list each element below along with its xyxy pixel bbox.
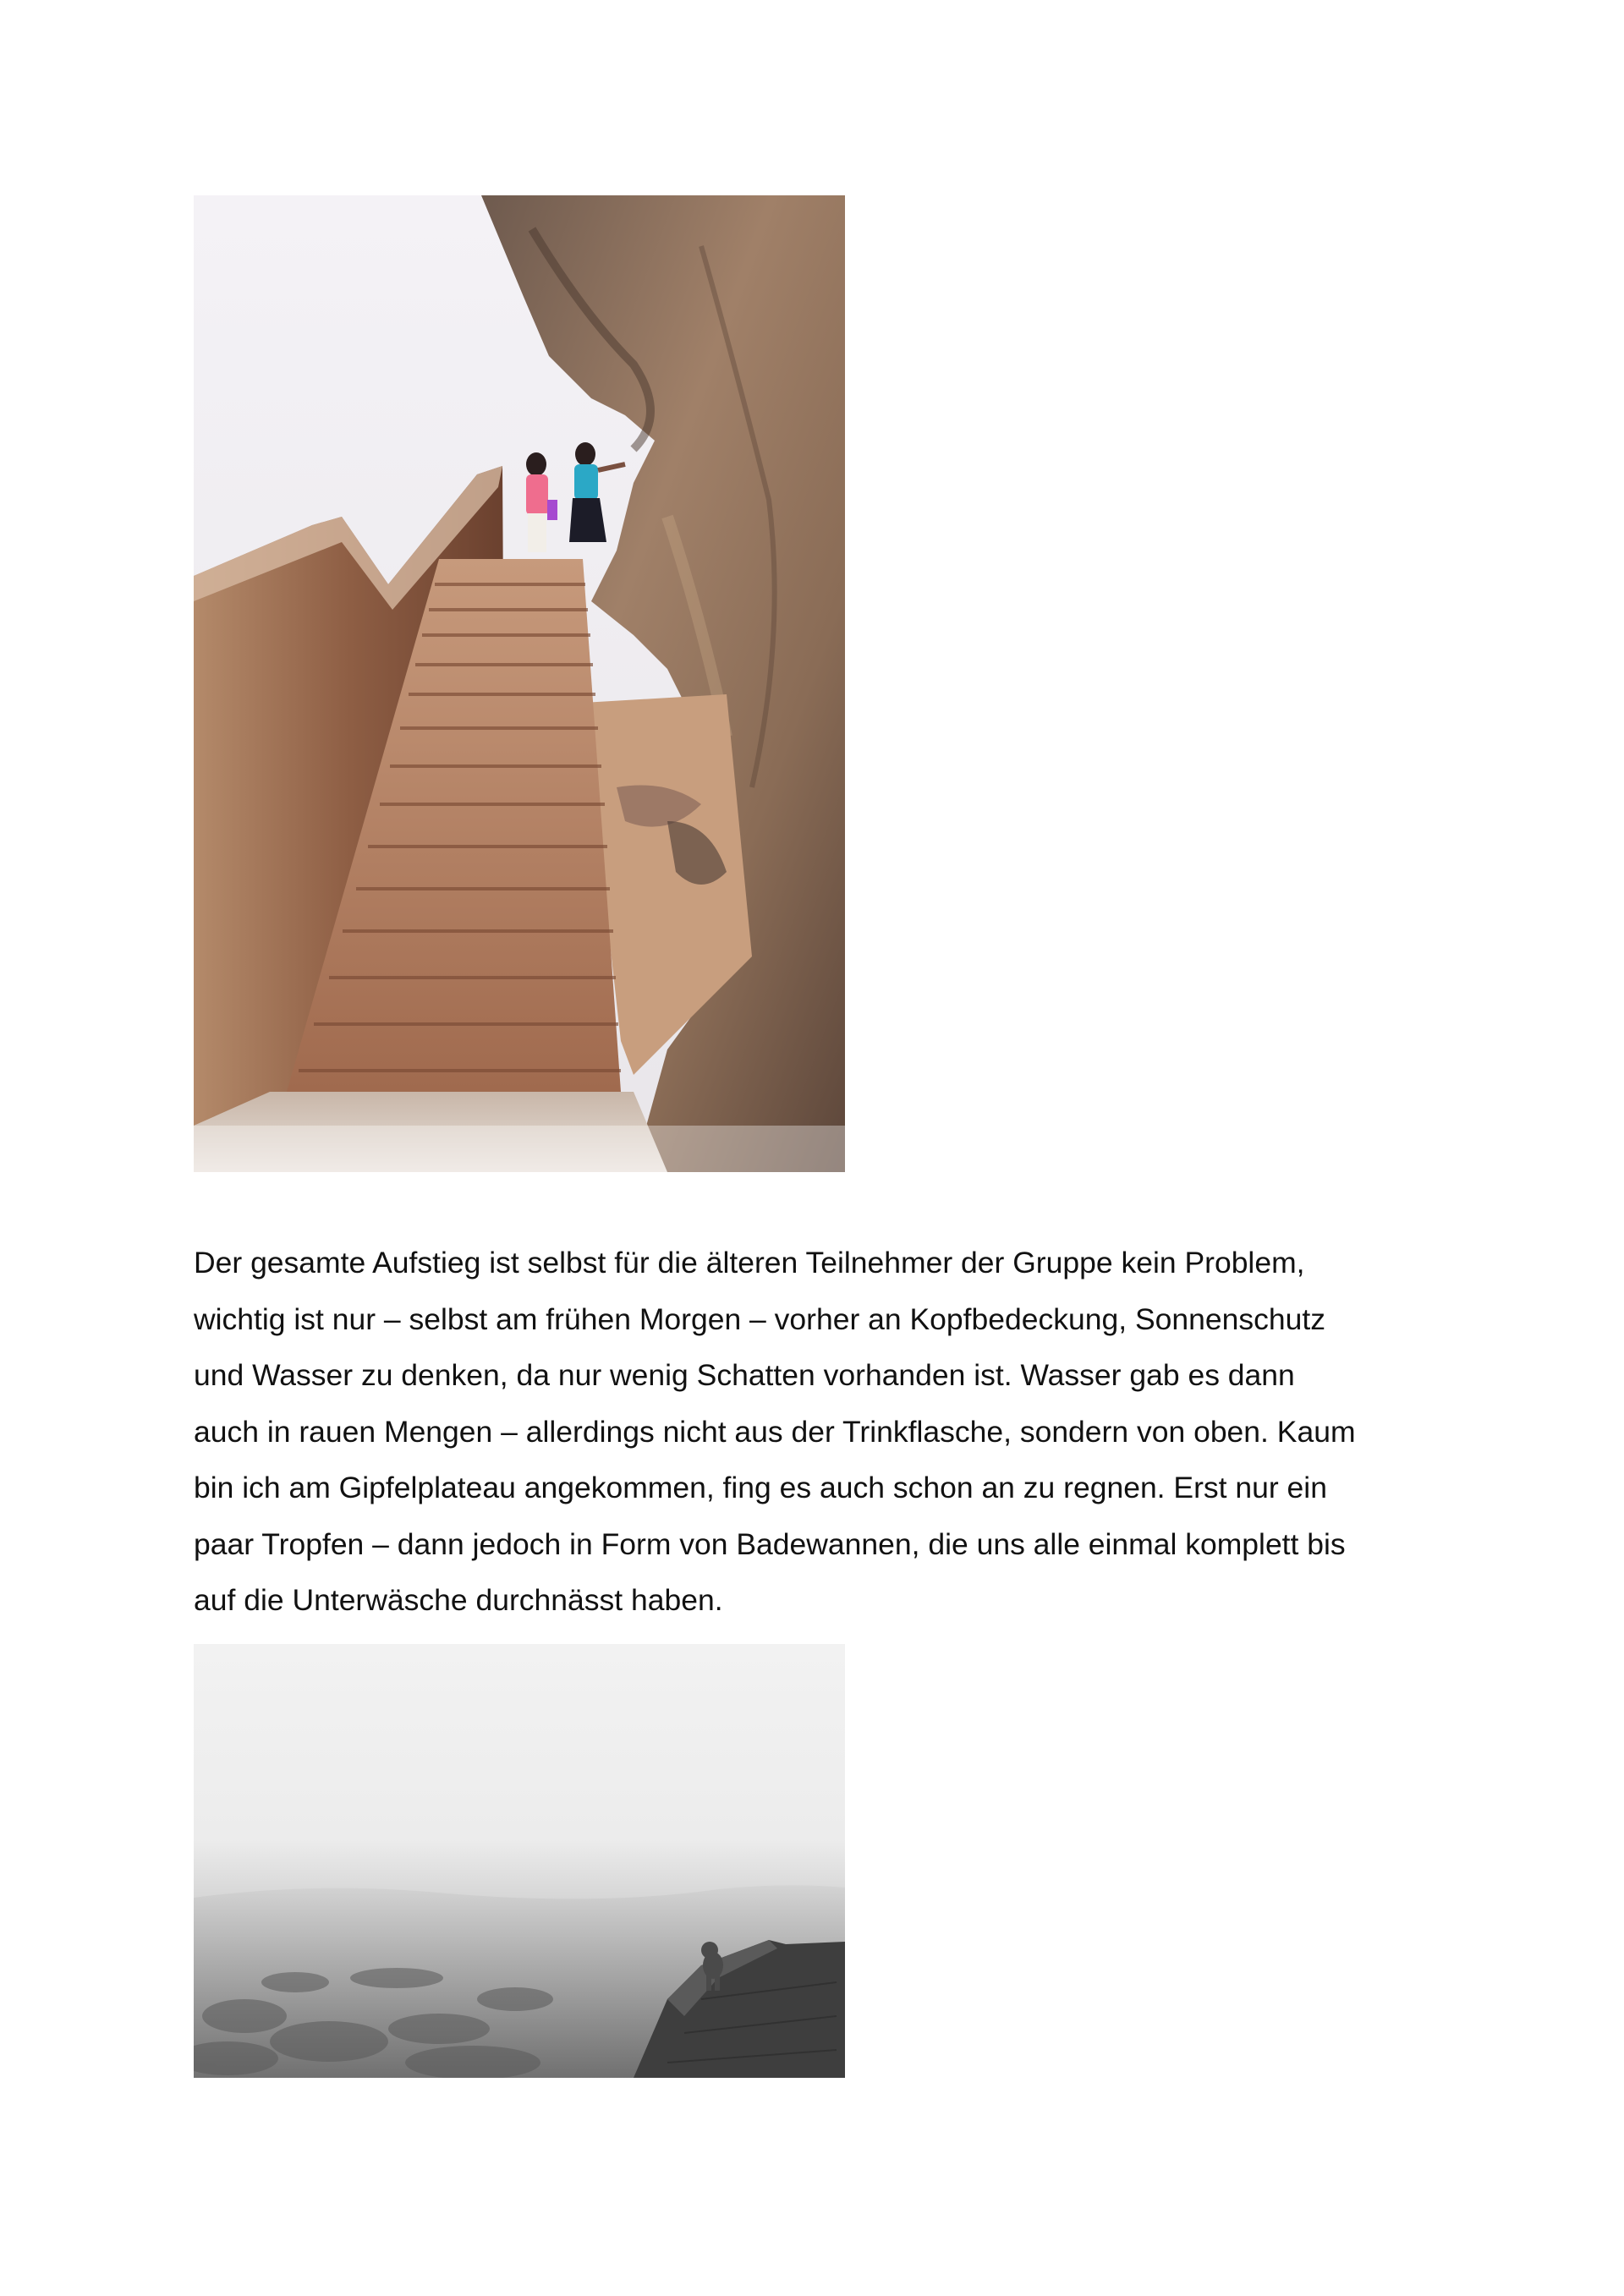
paragraph-line: wichtig ist nur – selbst am frühen Morgen – vorher an Kopfbedeckung, Sonnenschutz xyxy=(194,1301,1325,1336)
paragraph-line: und Wasser zu denken, da nur wenig Schatten vorhanden ist. Wasser gab es dann xyxy=(194,1358,1295,1392)
stairs-photo-illustration xyxy=(194,195,845,1172)
paragraph-line: paar Tropfen – dann jedoch in Form von Badewannen, die uns alle einmal komplett bis xyxy=(194,1526,1346,1561)
paragraph-line: auf die Unterwäsche durchnässt haben. xyxy=(194,1583,723,1617)
paragraph-line: auch in rauen Mengen – allerdings nicht aus der Trinkflasche, sondern von oben. Kaum xyxy=(194,1414,1356,1449)
stairs-photo xyxy=(194,195,845,1172)
paragraph-line: bin ich am Gipfelplateau angekommen, fing es auch schon an zu regnen. Erst nur ein xyxy=(194,1471,1327,1504)
hazy-landscape-photo xyxy=(194,1644,845,2078)
body-paragraph xyxy=(194,1235,1479,1629)
paragraph-line: Der gesamte Aufstieg ist selbst für die älteren Teilnehmer der Gruppe kein Problem, xyxy=(194,1246,1305,1280)
hazy-landscape-illustration xyxy=(194,1644,845,2078)
